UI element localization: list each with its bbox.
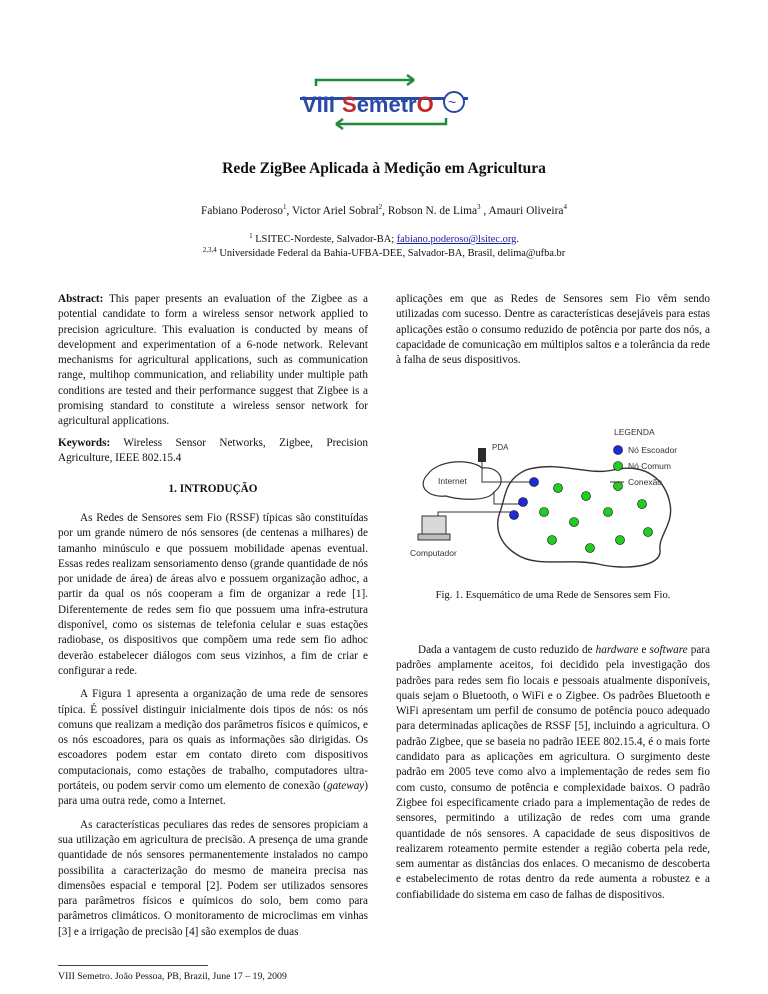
legend-sink-label: Nó Escoador (628, 445, 678, 455)
computer-monitor (422, 516, 446, 534)
paragraph-text: A Figura 1 apresenta a organização de uma rede de sensores típica. É possível distinguir inicialmente dois tipos de nós: os nós comuns que realizam a medição dos parâmetros físicos e químicos, e os nós escoadores, para os quais as informações são dirigidas. Os escoadores podem estar em contato direto com dispositivos computacionais, como estações de trabalho, computadores ultra-portáteis, ou podem servir como um elemento de conexão ( (58, 688, 368, 793)
logo-graphic (296, 72, 472, 132)
common-node (604, 508, 613, 517)
legend-title: LEGENDA (614, 427, 655, 437)
keywords-label: Keywords: (58, 437, 111, 449)
common-node (616, 536, 625, 545)
common-node (554, 484, 563, 493)
paragraph-text: ) para uma outra rede, como a Internet. (58, 780, 368, 808)
figure-caption: Fig. 1. Esquemático de uma Rede de Sensores sem Fio. (435, 590, 671, 601)
abstract-label: Abstract: (58, 293, 104, 305)
logo-emetr: emetr (356, 92, 417, 117)
computer-label: Computador (410, 548, 457, 558)
paragraph-text: e (638, 644, 650, 656)
keywords (58, 436, 368, 467)
svg-text:SemetrO (342, 92, 434, 117)
affiliation-1 (0, 234, 768, 245)
author-sup: 3 (477, 203, 481, 211)
common-node (540, 508, 549, 517)
legend-sink-swatch (614, 446, 623, 455)
sine-symbol: ~ (448, 94, 457, 110)
logo-s: S (342, 92, 357, 117)
keywords-text: Wireless Sensor Networks, Zigbee, Precision Agriculture, IEEE 802.15.4 (58, 437, 368, 465)
section-body (58, 511, 368, 948)
legend-link-label: Conexão (628, 477, 663, 487)
page-footer: VIII Semetro. João Pessoa, PB, Brazil, June 17 – 19, 2009 (58, 971, 287, 982)
computer-base (418, 534, 450, 540)
right-column-body (396, 643, 710, 911)
abstract-text: This paper presents an evaluation of the Zigbee as a potential candidate to form a wireless sensor network applied to precision agriculture. This evaluation is conducted by means of development and experimentation of a 6-node network. Relevant mechanisms for agricultural applications, such as communication range, multihop communication, and reliability under multiple path conditions are tested and their performance suggest that Zigbee is a promising standard to constitute a wireless sensor network for agricultural applications. (58, 293, 368, 428)
affiliation-2 (0, 248, 768, 259)
legend-common-swatch (614, 462, 623, 471)
common-node (586, 544, 595, 553)
paragraph-italic: hardware (595, 644, 639, 656)
paragraph (58, 687, 368, 809)
paragraph: As Redes de Sensores sem Fio (RSSF) típicas são constituídas por um grande número de nós sensores (de centenas a milhares) de tamanho minúsculo e que possuem mobilidade apenas eventual. Essas redes realizam sensoriamento denso (grande quantidade de nós por unidade de área) de áreas alvo e possuem organização adhoc, a partir da qual os nós cooperam a fim de organizar a rede [1]. Diferentemente de redes sem fio que possuem uma infra-estrutura disponível, como os sistemas de telefonia celular e suas estações radiobase, os dispositivos que compõem uma rede sem fio adhoc deverão estabelecer diálogos com seus vizinhos, a fim de criar e configurar a rede. (58, 512, 368, 677)
paragraph-text: para padrões amplamente aceitos, foi decidido pela investigação dos padrões para redes sem fio locais e pessoais atualmente disponíveis, quais sejam o Bluetooth, o WiFi e o Zigbee. Os padrões Bluetooth e WiFi apresentam um perfil de consumo de potência pouco adequado para determinadas aplicações de RSSF [5], incluindo a agricultura. O padrão Zigbee, que se baseia no padrão IEEE 802.15.4, é o mais forte candidato para as aplicações em agricultura. O surgimento deste padrão em 2005 teve como alvo a implementação de redes sem fio com custo, consumo de potência e complexidade baixos. O padrão Zigbee foi especificamente criado para a implementação de redes de sensores, permitindo a utilização de redes com uma grande quantidade de nós sensores. A capacidade de seus dispositivos de realizarem roteamento permite estender a região coberta pela rede, sem aumentar as distâncias dos enlaces. O mecanismo de descoberta e estabelecimento de rotas dentro da rede aumenta a robustez e a confiabilidade do sistema em caso de falhas de dispositivos. (396, 644, 710, 901)
author-sup: 1 (283, 203, 287, 211)
pda-label: PDA (492, 443, 509, 452)
sink-node (510, 511, 519, 520)
author-sup: 2 (378, 203, 383, 211)
internet-label: Internet (438, 476, 467, 486)
affiliation-sup: 2,3,4 (202, 246, 217, 254)
paper-title: Rede ZigBee Aplicada à Medição em Agricultura (222, 160, 546, 177)
logo-o: O (416, 92, 434, 117)
author-email-link[interactable]: fabiano.poderoso@lsitec.org (396, 234, 517, 245)
common-node (638, 500, 647, 509)
paragraph: aplicações em que as Redes de Sensores sem Fio vêm sendo utilizadas com sucesso. Dentre as características desejáveis para estas aplicações estão o consumo reduzido de potência por parte dos nós, a capacidade de comunicação em múltiplos saltos e a tolerância da rede à falha de seus dispositivos. (396, 293, 710, 367)
author-name: Fabiano Poderoso (201, 205, 283, 217)
abstract (58, 292, 368, 430)
author-list: Fabiano Poderoso$^1$, Victor Ariel Sobral$^2$, Robson N. de Lima$^3$ , Amauri Oliveira$^4$ (201, 203, 567, 217)
affiliation-tail: . (516, 234, 519, 245)
legend-common-label: Nó Comum (628, 461, 671, 471)
common-node (644, 528, 653, 537)
pda-device (478, 448, 486, 462)
common-node (570, 518, 579, 527)
common-node (548, 536, 557, 545)
paragraph (396, 643, 710, 903)
paragraph-italic: software (649, 644, 688, 656)
figure-legend (604, 425, 714, 495)
sink-node (530, 478, 539, 487)
section-heading: 1. INTRODUÇÃO (168, 483, 258, 495)
affiliation-text: Universidade Federal da Bahia-UFBA-DEE, Salvador-BA, Brasil, delima@ufba.br (219, 248, 566, 259)
footer-rule (58, 965, 208, 966)
paragraph: As características peculiares das redes de sensores propiciam a sua utilização em agricultura de precisão. A presença de uma grande quantidade de nós sensores permanentemente instalados no campo possibilita a caracterização do mesmo de maneira precisa nas dimensões espacial e temporal [2]. Podem ser utilizados sensores para parâmetros físicos e químicos do solo, bem como para parâmetros climáticos. O monitoramento de microclimas em vinhas [3] e a irrigação de precisão [4] são exemplos de duas (58, 818, 368, 938)
logo-viii: VIII (302, 92, 336, 117)
paragraph-text: Dada a vantagem de custo reduzido de (418, 644, 596, 656)
sink-node (519, 498, 528, 507)
right-column-intro (396, 292, 710, 368)
conference-logo (296, 72, 472, 132)
author-name: Robson N. de Lima (387, 205, 478, 217)
paragraph-italic: gateway (326, 780, 365, 793)
author-name: Victor Ariel Sobral (292, 205, 379, 217)
affiliation-text: LSITEC-Nordeste, Salvador-BA; (255, 234, 397, 245)
author-name: Amauri Oliveira (488, 205, 564, 217)
author-sup: 4 (563, 203, 567, 211)
common-node (582, 492, 591, 501)
affiliation-sup: 1 (249, 232, 253, 240)
